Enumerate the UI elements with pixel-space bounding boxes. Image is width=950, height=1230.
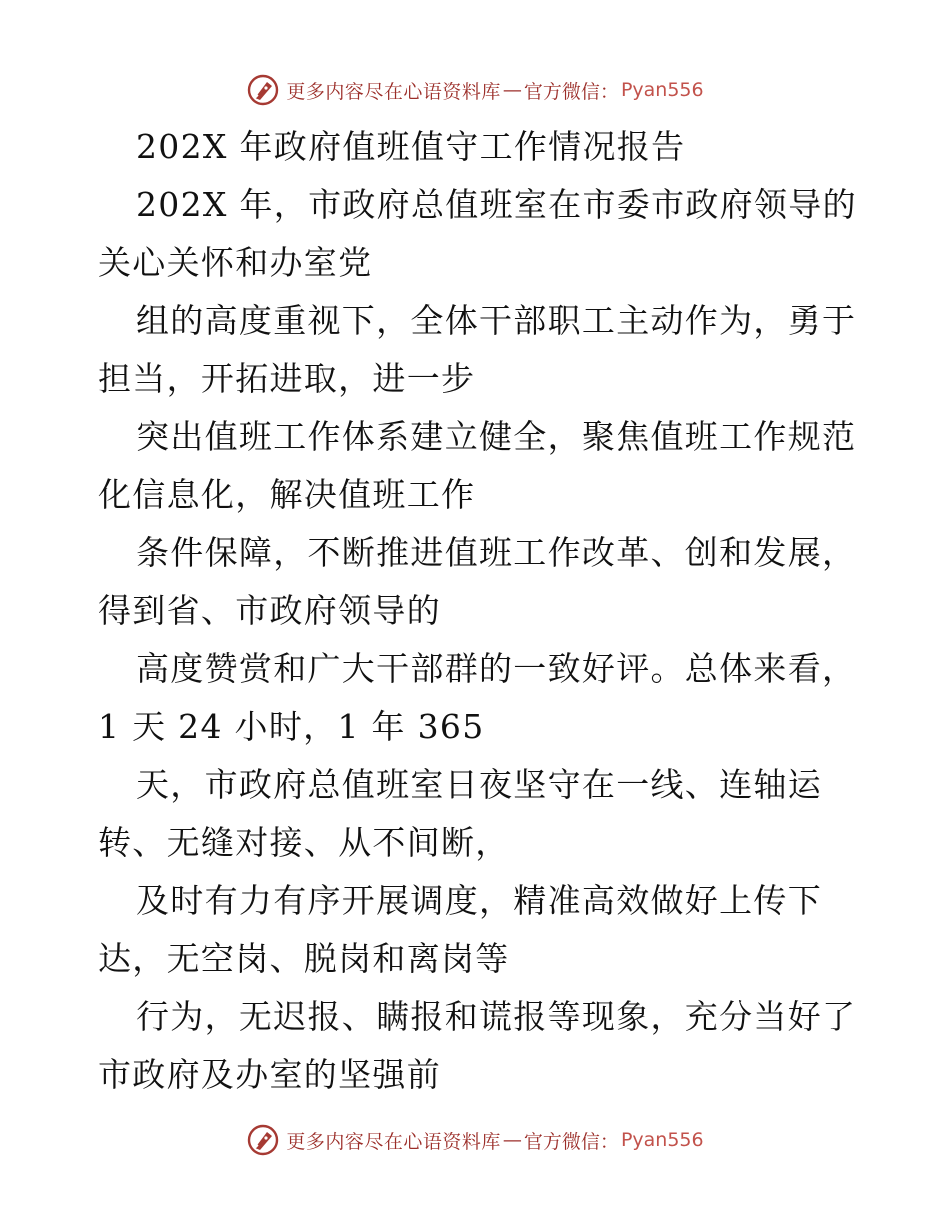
text-line: 202X 年，市政府总值班室在市委市政府领导的 (136, 185, 857, 224)
text-line: 得到省、市政府领导的 (98, 591, 441, 630)
text-line: 达，无空岗、脱岗和离岗等 (98, 939, 510, 978)
text-line: 转、无缝对接、从不间断， (98, 823, 510, 862)
watermark-separator: — (502, 79, 522, 101)
text-line: 条件保障，不断推进值班工作改革、创和发展， (136, 533, 857, 572)
watermark-text: 更多内容尽在心语资料库 (286, 1130, 501, 1153)
watermark-separator: — (502, 1129, 522, 1151)
watermark-wechat-id: Pyan556 (620, 79, 704, 101)
document-body (98, 118, 858, 1104)
text-line: 1 天 24 小时，1 年 365 (98, 707, 485, 746)
watermark-wechat-id: Pyan556 (620, 1129, 704, 1151)
header-watermark (0, 70, 950, 110)
watermark-text: 更多内容尽在心语资料库 (286, 80, 501, 103)
text-line: 及时有力有序开展调度，精准高效做好上传下 (136, 881, 822, 920)
pen-nib-logo-icon (246, 1123, 280, 1157)
text-line: 组的高度重视下，全体干部职工主动作为，勇于 (136, 301, 857, 340)
text-line: 高度赞赏和广大干部群的一致好评。总体来看， (136, 649, 857, 688)
text-line: 化信息化，解决值班工作 (98, 475, 476, 514)
text-line: 担当，开拓进取，进一步 (98, 359, 476, 398)
footer-watermark (0, 1120, 950, 1160)
watermark-wechat-label: 官方微信： (523, 1130, 619, 1153)
pen-nib-logo-icon (246, 73, 280, 107)
text-line: 关心关怀和办室党 (98, 243, 373, 282)
text-line: 市政府及办室的坚强前 (98, 1055, 441, 1094)
document-title: 202X 年政府值班值守工作情况报告 (136, 127, 686, 166)
text-line: 天，市政府总值班室日夜坚守在一线、连轴运 (136, 765, 822, 804)
text-line: 行为，无迟报、瞒报和谎报等现象，充分当好了 (136, 997, 857, 1036)
text-line: 突出值班工作体系建立健全，聚焦值班工作规范 (136, 417, 857, 456)
watermark-wechat-label: 官方微信： (523, 80, 619, 103)
